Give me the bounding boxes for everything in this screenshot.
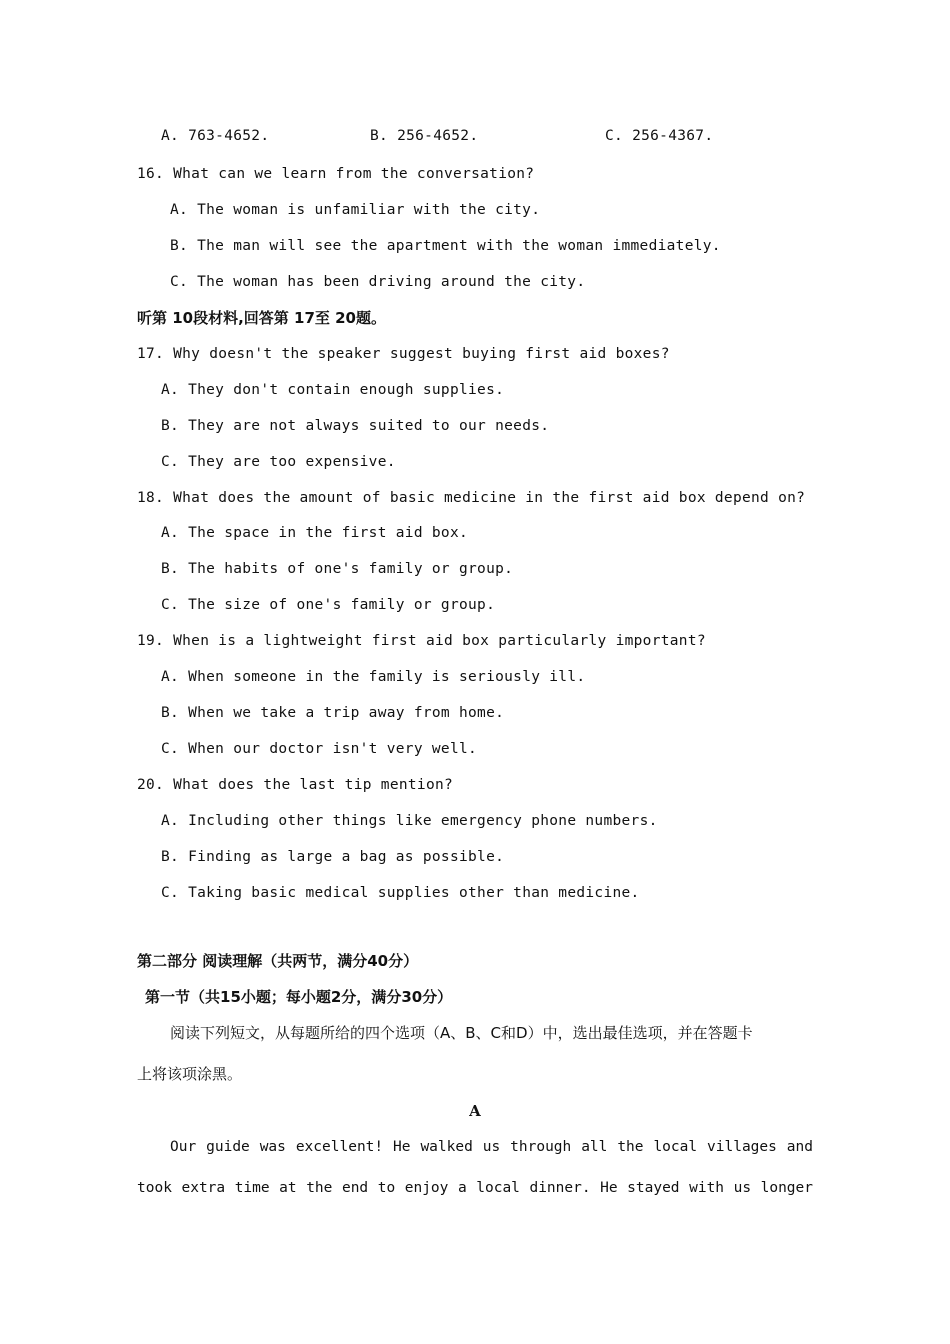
question-18-stem: 18. What does the amount of basic medicine in the first aid box depend on? bbox=[137, 490, 806, 506]
question-20-stem: 20. What does the last tip mention? bbox=[137, 777, 454, 793]
question-16-stem: 16. What can we learn from the conversation? bbox=[137, 166, 535, 182]
question-18-option-b: B. The habits of one's family or group. bbox=[161, 561, 514, 577]
question-20-option-a: A. Including other things like emergency phone numbers. bbox=[161, 813, 658, 829]
q15-option-b: B. 256-4652. bbox=[370, 128, 479, 144]
reading-instructions-line-1: 阅读下列短文，从每题所给的四个选项（A、B、C和D）中，选出最佳选项，并在答题卡 bbox=[170, 1024, 753, 1042]
question-18-option-a: A. The space in the first aid box. bbox=[161, 525, 469, 541]
question-17-stem: 17. Why doesn't the speaker suggest buying first aid boxes? bbox=[137, 346, 670, 362]
question-18-option-c: C. The size of one's family or group. bbox=[161, 597, 496, 613]
question-17-option-b: B. They are not always suited to our needs. bbox=[161, 418, 550, 434]
passage-line-1: Our guide was excellent! He walked us through all the local villages and bbox=[170, 1139, 813, 1155]
passage-line-2: took extra time at the end to enjoy a local dinner. He stayed with us longer bbox=[137, 1180, 813, 1196]
question-16-option-b: B. The man will see the apartment with the woman immediately. bbox=[170, 238, 721, 254]
question-19-option-a: A. When someone in the family is seriously ill. bbox=[161, 669, 586, 685]
part-2-heading: 第二部分 阅读理解（共两节，满分40分） bbox=[137, 952, 419, 970]
q15-option-c: C. 256-4367. bbox=[605, 128, 714, 144]
question-19-option-b: B. When we take a trip away from home. bbox=[161, 705, 505, 721]
question-19-stem: 19. When is a lightweight first aid box particularly important? bbox=[137, 633, 706, 649]
section-10-heading: 听第 10段材料,回答第 17至 20题。 bbox=[137, 309, 386, 327]
question-17-option-c: C. They are too expensive. bbox=[161, 454, 396, 470]
question-19-option-c: C. When our doctor isn't very well. bbox=[161, 741, 478, 757]
section-1-heading: 第一节（共15小题；每小题2分，满分30分） bbox=[145, 988, 453, 1006]
q15-option-a: A. 763-4652. bbox=[161, 128, 270, 144]
reading-instructions-line-2: 上将该项涂黑。 bbox=[137, 1065, 243, 1083]
question-20-option-b: B. Finding as large a bag as possible. bbox=[161, 849, 505, 865]
question-20-option-c: C. Taking basic medical supplies other than medicine. bbox=[161, 885, 640, 901]
question-17-option-a: A. They don't contain enough supplies. bbox=[161, 382, 505, 398]
question-16-option-c: C. The woman has been driving around the city. bbox=[170, 274, 586, 290]
question-16-option-a: A. The woman is unfamiliar with the city. bbox=[170, 202, 541, 218]
passage-title: A bbox=[469, 1102, 481, 1120]
